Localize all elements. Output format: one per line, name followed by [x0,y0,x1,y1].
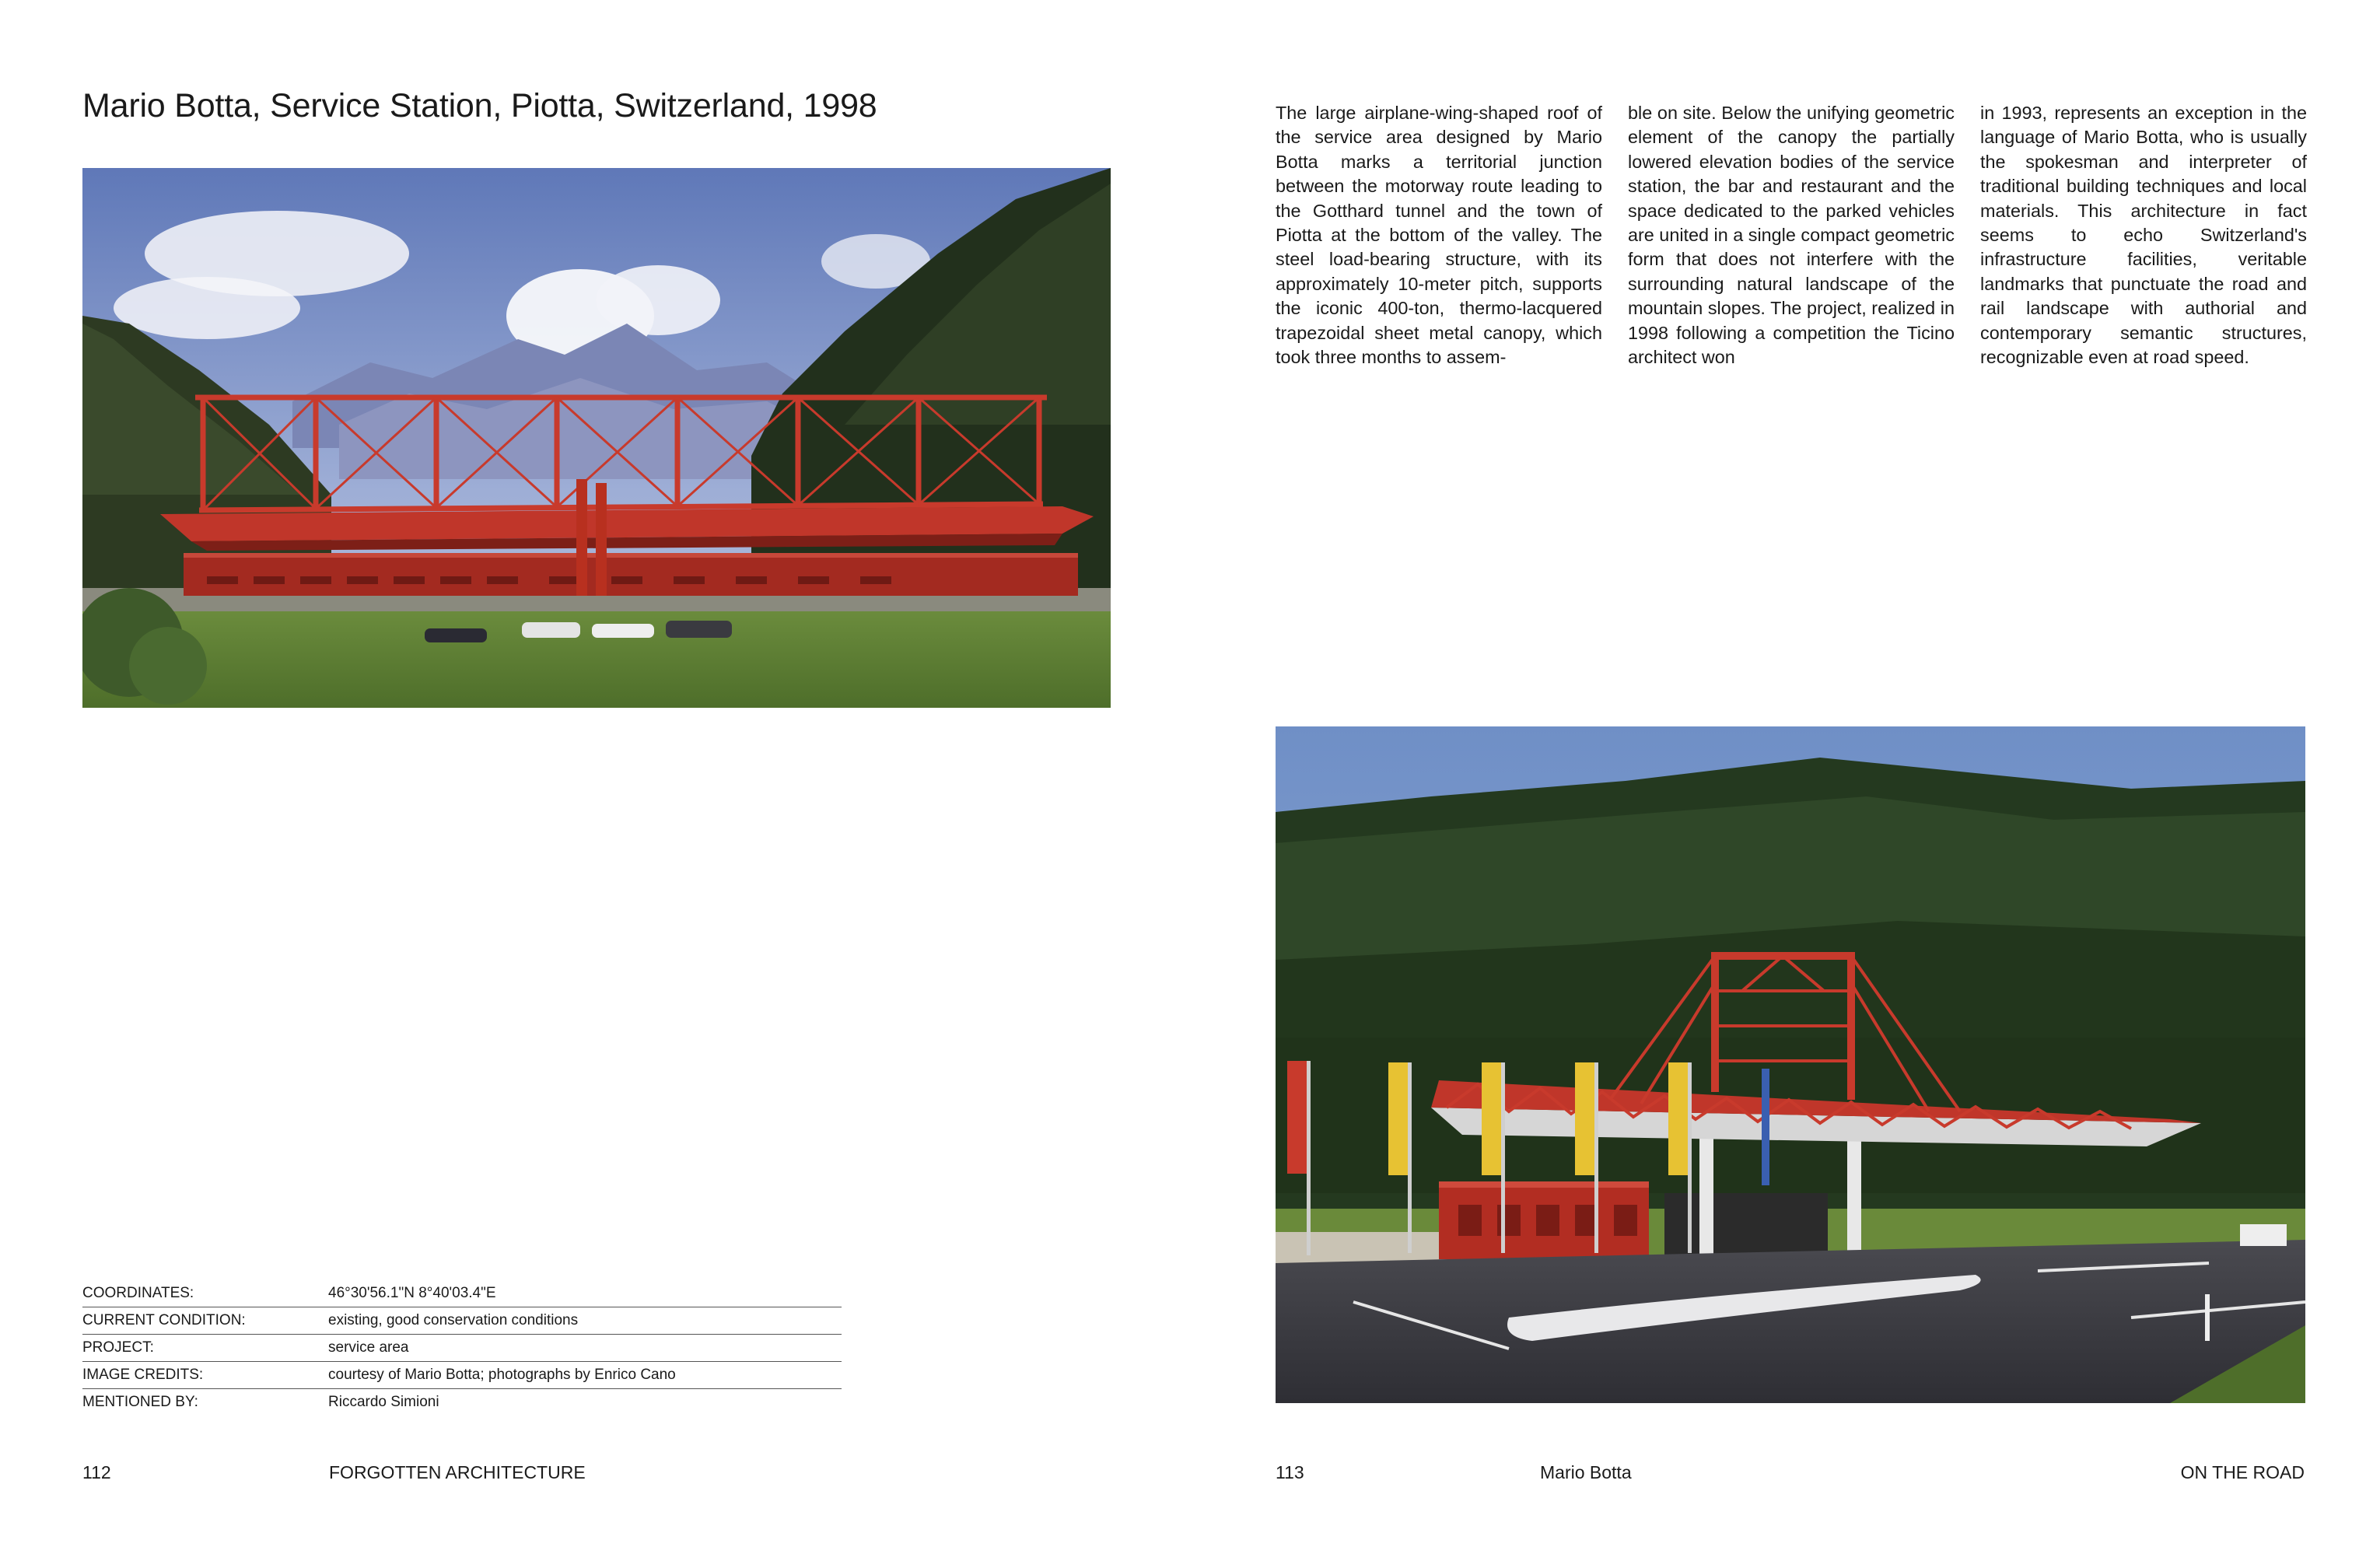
info-row-condition [82,1307,842,1335]
photo-service-station-front-view [1276,726,2305,1403]
running-head-architect: Mario Botta [1540,1462,1632,1482]
info-value: existing, good conservation conditions [328,1312,579,1328]
running-head-section: ON THE ROAD [2180,1462,2305,1482]
info-label: IMAGE CREDITS: [82,1367,204,1383]
paragraph: ble on site. Below the unifying geometric element of the canopy the partially lowered elevation bodies of the service station, the bar and restaurant and the space dedicated to the parked vehicles are united in a single compact geometric form that does not interfere with the surrounding natural landscape of the mountain slopes. The project, realized in 1998 following a competition the Ticino architect won [1628,103,1955,368]
info-label: MENTIONED BY: [82,1394,198,1410]
page-number-right: 113 [1276,1462,1304,1482]
page-title: Mario Botta, Service Station, Piotta, Switzerland, 1998 [82,87,877,124]
running-head-book-title: FORGOTTEN ARCHITECTURE [329,1462,586,1482]
info-row-project [82,1335,842,1362]
info-label: CURRENT CONDITION: [82,1312,246,1328]
page-number-left: 112 [82,1462,111,1482]
info-label: COORDINATES: [82,1285,194,1301]
body-text-column-2 [1628,101,1955,369]
info-label: PROJECT: [82,1339,154,1356]
info-row-image-credits [82,1362,842,1389]
info-table [82,1280,842,1416]
body-text-column-3 [1980,101,2307,369]
paragraph: in 1993, represents an exception in the language of Mario Botta, who is usually the spokesman and interpreter of traditional building techniques and local materials. This architecture in fact seems to echo Switzerland's infrastructure facilities, veritable landmarks that punctuate the road and rail landscape with authorial and contemporary semantic structures, recognizable even at road speed. [1980,103,2307,368]
info-value: courtesy of Mario Botta; photographs by Enrico Cano [328,1367,676,1383]
photo-service-station-side-view [82,168,1111,708]
info-row-coordinates [82,1280,842,1307]
body-text-column-1 [1276,101,1602,369]
info-value: Riccardo Simioni [328,1394,439,1410]
paragraph: The large airplane-wing-shaped roof of the service area designed by Mario Botta marks a territorial junction between the motorway route leading to the Gotthard tunnel and the town of Piotta at the bottom of the valley. The steel load-bearing structure, with its approximately 10-meter pitch, supports the iconic 400-ton, thermo-lacquered trapezoidal sheet metal canopy, which took three months to assem- [1276,103,1602,368]
info-row-mentioned-by [82,1389,842,1416]
info-value: service area [328,1339,409,1356]
info-value: 46°30'56.1"N 8°40'03.4"E [328,1285,496,1301]
